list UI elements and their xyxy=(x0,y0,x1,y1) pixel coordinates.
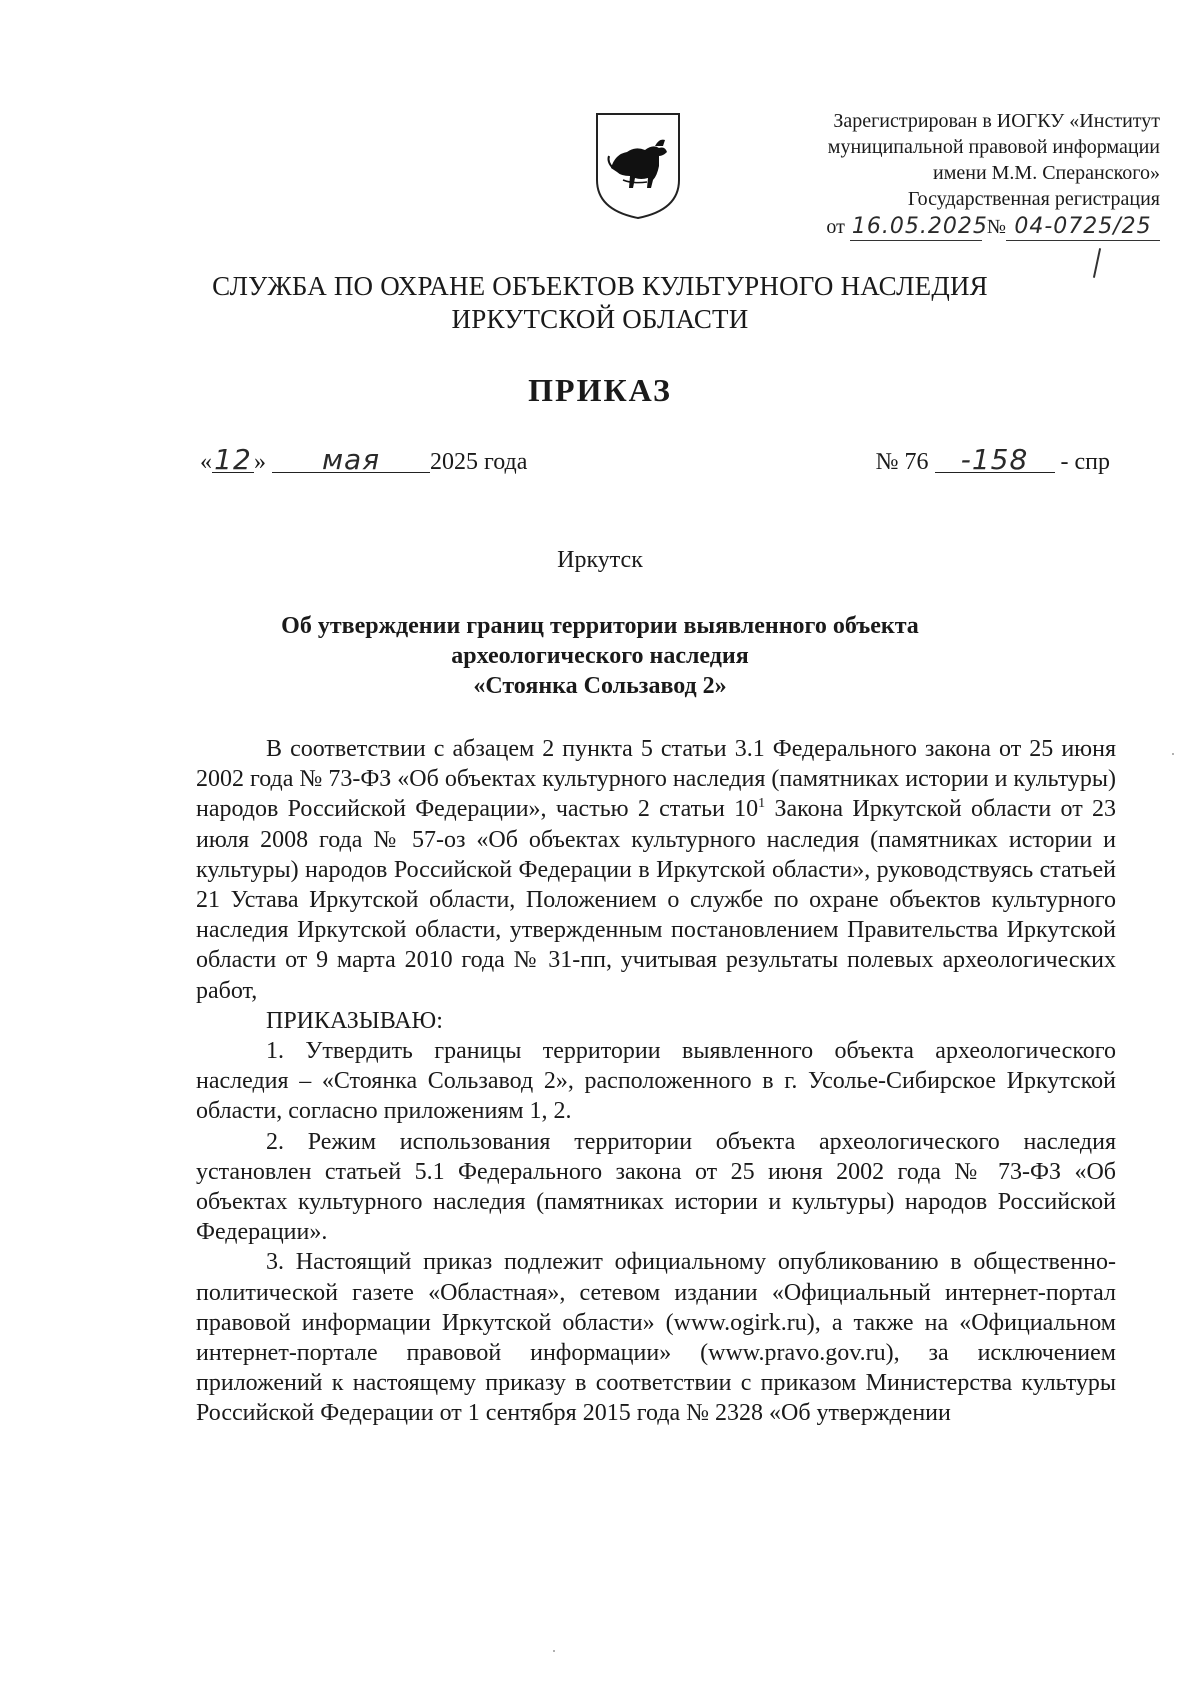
registration-number-row xyxy=(790,214,1160,241)
subject-line: «Стоянка Сользавод 2» xyxy=(473,673,727,699)
registration-line: Государственная регистрация xyxy=(907,188,1160,210)
document-title: ПРИКАЗ xyxy=(528,372,672,408)
order-number xyxy=(875,443,1110,476)
close-quote: » xyxy=(254,449,266,475)
agency-name-line: СЛУЖБА ПО ОХРАНЕ ОБЪЕКТОВ КУЛЬТУРНОГО НАСЛЕДИЯ xyxy=(212,271,988,301)
subject-line: Об утверждении границ территории выявленного объекта xyxy=(281,613,919,639)
order-subject xyxy=(0,611,1200,701)
scan-speck xyxy=(553,1650,555,1652)
order-item-2: 2. Режим использования территории объекта археологического наследия установлен статьей 5.1 Федерального закона от 25 июня 2002 года № 73-ФЗ «Об объектах культурного наследия (памятниках истории и культуры) народов Российской Федерации». xyxy=(196,1128,1116,1246)
registration-line: муниципальной правовой информации xyxy=(827,136,1160,158)
agency-name-line: ИРКУТСКОЙ ОБЛАСТИ xyxy=(451,304,749,334)
preamble-text: В соответствии с абзацем 2 пункта 5 статьи 3.1 Федерального закона от 25 июня 2002 года № 73-ФЗ «Об объектах культурного наследия (памятниках истории и культуры) народов Российской Федерации», частью 2 статьи 10 xyxy=(196,736,1116,823)
registration-number-label: № xyxy=(986,216,1006,238)
order-item-1: 1. Утвердить границы территории выявленного объекта археологического наследия – «Стоянка Сользавод 2», расположенного в г. Усолье-Сибирское Иркутской области, согласно приложениям 1, 2. xyxy=(196,1038,1116,1125)
order-body xyxy=(196,734,1116,1429)
coat-of-arms-icon xyxy=(593,110,683,222)
preamble-paragraph xyxy=(196,734,1116,1006)
registration-line: имени М.М. Сперанского» xyxy=(933,162,1160,184)
registration-from-label: от xyxy=(826,216,845,238)
superscript: 1 xyxy=(758,796,766,812)
order-date-number-row xyxy=(200,443,1110,488)
order-item-3: 3. Настоящий приказ подлежит официальному опубликованию в общественно-политической газете «Областная», сетевом издании «Официальный интернет-портал правовой информации Иркутской области» (www.ogirk.ru), а также на «Официальном интернет-портале правовой информации» (www.pravo.gov.ru), за исключением приложений к настоящему приказу в соответствии с приказом Министерства культуры Российской Федерации от 1 сентября 2015 года № 2328 «Об утверждении xyxy=(196,1249,1116,1427)
order-date xyxy=(200,443,528,476)
subject-line: археологического наследия xyxy=(451,643,749,669)
order-word: ПРИКАЗЫВАЮ: xyxy=(266,1007,443,1034)
registration-stamp xyxy=(790,108,1160,241)
order-day: 12 xyxy=(212,448,254,473)
open-quote: « xyxy=(200,449,212,475)
agency-name xyxy=(0,270,1200,336)
scan-speck xyxy=(1172,753,1174,755)
preamble-text: Закона Иркутской области от 23 июля 2008 года № 57-оз «Об объектах культурного наследия (памятниках истории и культуры) народов Российской Федерации в Иркутской области», руководствуясь статьей 21 Устава Иркутской области, Положением о службе по охране объектов культурного наследия Иркутской области, утвержденным постановлением Правительства Иркутской области от 9 марта 2010 года № 31-пп, учитывая результаты полевых археологических работ, xyxy=(196,796,1116,1004)
order-number-suffix: - спр xyxy=(1060,449,1110,475)
order-month: мая xyxy=(272,448,430,473)
registration-line: Зарегистрирован в ИОГКУ «Институт xyxy=(833,110,1160,132)
order-number-prefix: № 76 xyxy=(875,449,929,475)
order-year: 2025 года xyxy=(430,449,528,475)
order-number-value: -158 xyxy=(935,448,1055,473)
registration-number: 04-0725/25 xyxy=(1006,214,1160,241)
registration-date: 16.05.2025 xyxy=(851,214,988,239)
order-city: Иркутск xyxy=(557,547,643,573)
